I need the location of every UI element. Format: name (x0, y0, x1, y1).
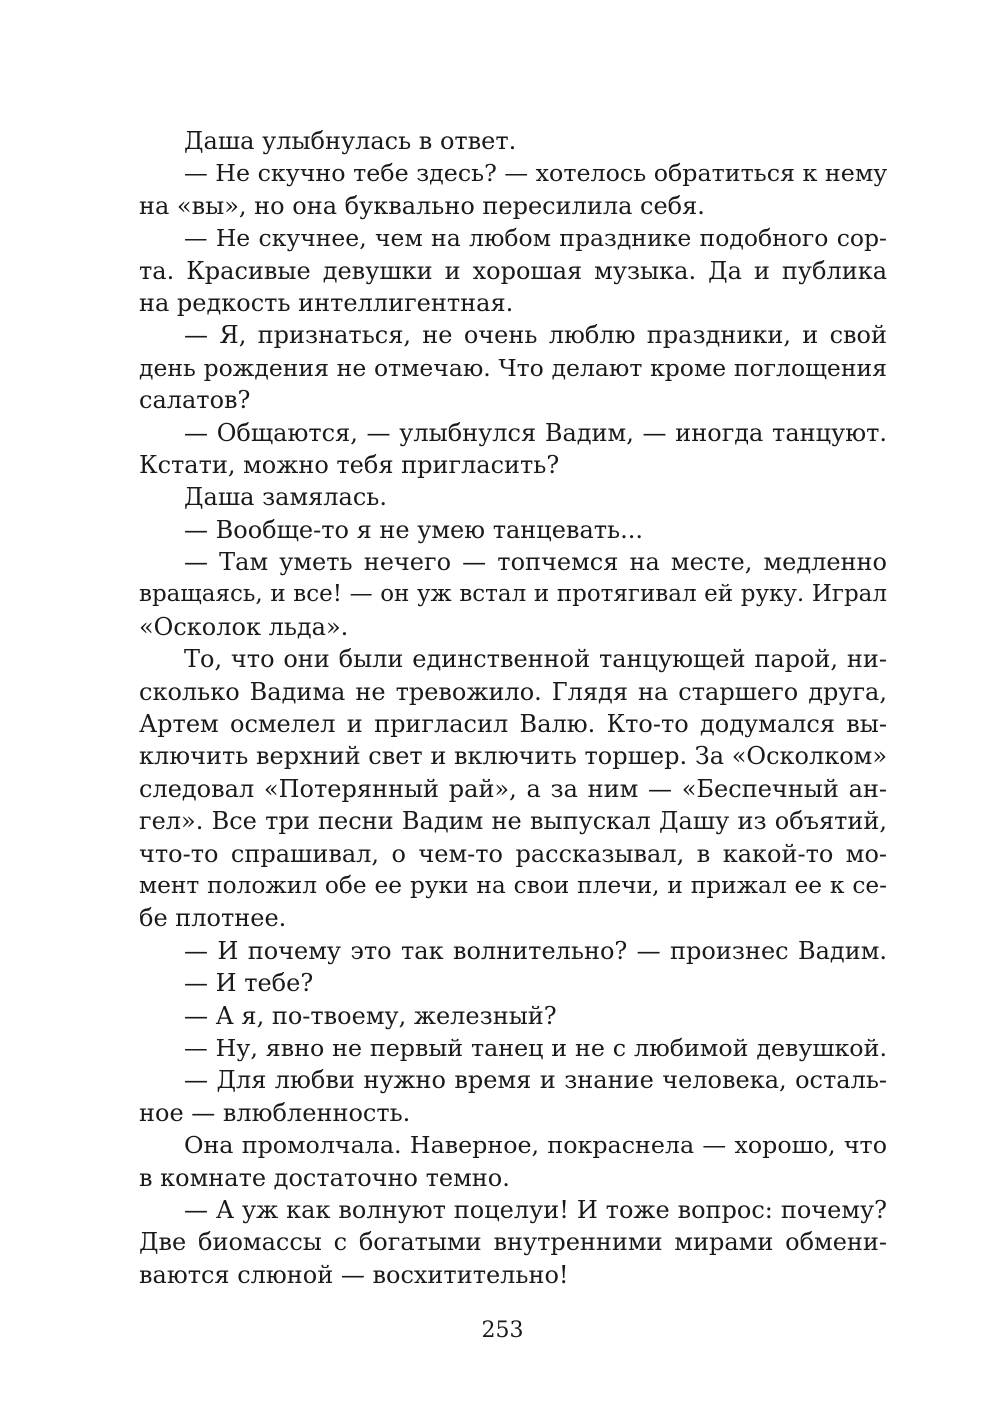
text-line: — Ну, явно не первый танец и не с любимой девушкой. (184, 1033, 887, 1062)
text-line: — Общаются, — улыбнулся Вадим, — иногда танцуют. (184, 418, 887, 447)
text-line: на редкость интеллигентная. (139, 288, 514, 317)
text-line: — Не скучнее, чем на любом празднике подобного сор- (184, 224, 887, 253)
text-line: Даша замялась. (184, 483, 387, 512)
text-line: сколько Вадима не тревожило. Глядя на старшего друга, (139, 677, 887, 706)
text-line: Кстати, можно тебя пригласить? (139, 450, 560, 479)
text-line: бе плотнее. (139, 904, 287, 933)
text-line: что-то спрашивал, о чем-то рассказывал, в какой-то мо- (139, 839, 887, 868)
text-line: — И тебе? (184, 969, 314, 998)
text-line: То, что они были единственной танцующей парой, ни- (184, 645, 887, 674)
text-line: мент положил обе ее руки на свои плечи, и прижал ее к се- (139, 871, 887, 899)
text-line: Артем осмелел и пригласил Валю. Кто-то додумался вы- (139, 710, 887, 739)
text-line: гел». Все три песни Вадим не выпускал Дашу из объятий, (139, 807, 887, 836)
text-line: — И почему это так волнительно? — произнес Вадим. (184, 936, 887, 965)
text-line: — А уж как волнуют поцелуи! И тоже вопрос: почему? (184, 1195, 887, 1224)
text-line: — А я, по-твоему, железный? (184, 1001, 557, 1030)
text-line: та. Красивые девушки и хорошая музыка. Да и публика (139, 256, 887, 285)
text-line: — Не скучно тебе здесь? — хотелось обратиться к нему (184, 159, 887, 188)
text-line: вращаясь, и все! — он уж встал и протягивал ей руку. Играл (139, 581, 887, 608)
text-line: на «вы», но она буквально пересилила себя. (139, 191, 705, 220)
text-line: — Я, признаться, не очень люблю праздники, и свой (184, 321, 887, 350)
text-line: Она промолчала. Наверное, покраснела — хорошо, что (184, 1131, 887, 1160)
text-line: Две биомассы с богатыми внутренними мирами обмени- (139, 1228, 887, 1257)
text-line: день рождения не отмечаю. Что делают кроме поглощения (139, 353, 887, 382)
body-text (139, 125, 887, 1291)
text-line: в комнате достаточно темно. (139, 1163, 510, 1192)
text-line: следовал «Потерянный рай», а за ним — «Беспечный ан- (139, 774, 887, 803)
text-line: — Там уметь нечего — топчемся на месте, медленно (184, 548, 887, 577)
text-line: — Вообще-то я не умею танцевать... (184, 515, 643, 544)
text-line: ключить верхний свет и включить торшер. За «Осколком» (139, 742, 887, 771)
text-line: ваются слюной — восхитительно! (139, 1260, 569, 1289)
page-number: 253 (481, 1318, 524, 1343)
text-line: ное — влюбленность. (139, 1098, 411, 1127)
text-line: — Для любви нужно время и знание человека, осталь- (184, 1066, 887, 1095)
text-line: салатов? (139, 386, 251, 415)
text-line: «Осколок льда». (139, 612, 349, 641)
text-line: Даша улыбнулась в ответ. (184, 127, 517, 155)
